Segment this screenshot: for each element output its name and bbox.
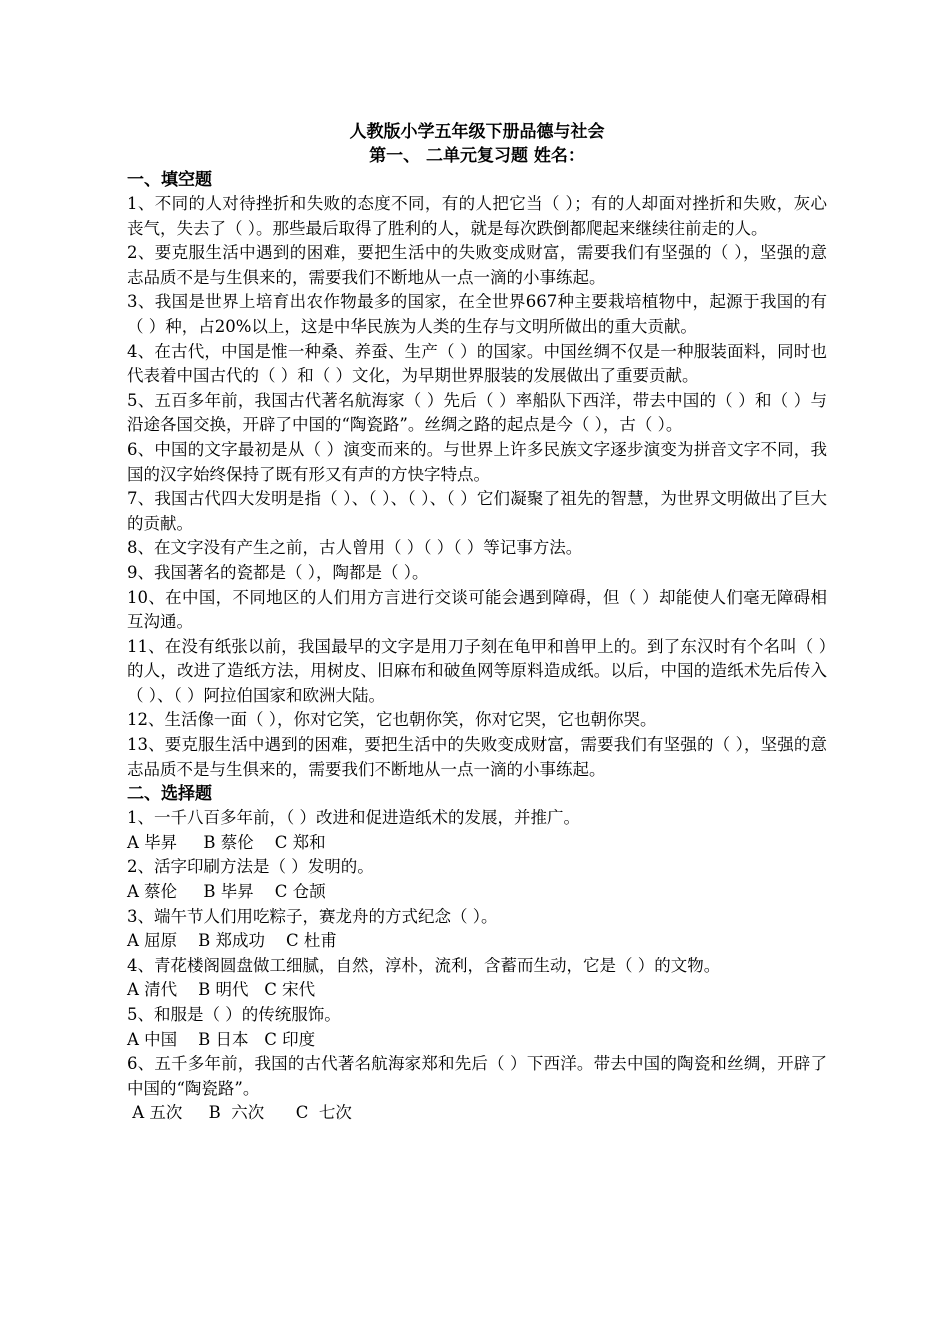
worksheet-page [127,120,827,1126]
fill-question-3: 3、我国是世界上培育出农作物最多的国家，在全世界667种主要栽培植物中，起源于我国的有（ ）种，占20%以上，这是中华民族为人类的生存与文明所做出的重大贡献。 [127,292,827,336]
fill-question-9: 9、我国著名的瓷都是（ ），陶都是（ ）。 [127,562,429,582]
fill-question-5: 5、五百多年前，我国古代著名航海家（ ）先后（ ）率船队下西洋，带去中国的（ ）和（ ）与沿途各国交换，开辟了中国的“陶瓷路”。丝绸之路的起点是今（ ），古（ ）。 [127,390,827,435]
fill-question-2: 2、要克服生活中遇到的困难，要把生活中的失败变成财富，需要我们有坚强的（ ），坚强的意志品质不是与生俱来的，需要我们不断地从一点一滴的小事练起。 [127,243,827,287]
fill-question-11: 11、在没有纸张以前，我国最早的文字是用刀子刻在龟甲和兽甲上的。到了东汉时有个名叫（ ）的人，改进了造纸方法，用树皮、旧麻布和破鱼网等原料造成纸。以后，中国的造纸术先后传入（ ）、（ ）阿拉伯国家和欧洲大陆。 [127,636,827,705]
choice-question-3: 3、端午节人们用吃粽子，赛龙舟的方式纪念（ ）。 [127,906,498,926]
fill-question-6: 6、中国的文字最初是从（ ）演变而来的。与世界上许多民族文字逐步演变为拼音文字不同，我国的汉字始终保持了既有形又有声的方快字特点。 [127,439,827,484]
document-subtitle: 第一、 二单元复习题 姓名： [369,146,585,166]
choice-options-3: A 屈原 B 郑成功 C 杜甫 [127,931,337,951]
fill-question-7: 7、我国古代四大发明是指（ ）、（ ）、（ ）、（ ）它们凝聚了祖先的智慧，为世界文明做出了巨大的贡献。 [127,489,827,533]
choice-options-6: A 五次 B 六次 C 七次 [127,1103,352,1123]
fill-question-1: 1、不同的人对待挫折和失败的态度不同，有的人把它当（ ）；有的人却面对挫折和失败，灰心丧气，失去了（ ）。那些最后取得了胜利的人，就是每次跌倒都爬起来继续往前走的人。 [127,194,827,238]
choice-question-2: 2、活字印刷方法是（ ）发明的。 [127,857,374,877]
fill-question-12: 12、生活像一面（ ），你对它笑，它也朝你笑，你对它哭，它也朝你哭。 [127,710,657,730]
section-heading-choice: 二、选择题 [127,784,212,805]
choice-options-2: A 蔡伦 B 毕昇 C 仓颉 [127,882,326,902]
document-title: 人教版小学五年级下册品德与社会 [349,122,605,142]
choice-question-1: 1、一千八百多年前，（ ）改进和促进造纸术的发展，并推广。 [127,808,580,828]
section-heading-fill-in: 一、填空题 [127,170,212,190]
choice-options-5: A 中国 B 日本 C 印度 [127,1029,316,1049]
choice-question-5: 5、和服是（ ）的传统服饰。 [127,1005,341,1024]
fill-question-10: 10、在中国，不同地区的人们用方言进行交谈可能会遇到障碍，但（ ）却能使人们毫无障碍相互沟通。 [127,587,827,632]
choice-options-1: A 毕昇 B 蔡伦 C 郑和 [127,832,326,852]
fill-question-8: 8、在文字没有产生之前，古人曾用（ ）（ ）（ ）等记事方法。 [127,538,583,558]
fill-question-4: 4、在古代，中国是惟一种桑、养蚕、生产（ ）的国家。中国丝绸不仅是一种服装面料，同时也代表着中国古代的（ ）和（ ）文化，为早期世界服装的发展做出了重要贡献。 [127,341,827,386]
choice-question-4: 4、青花楼阁圆盘做工细腻，自然，淳朴，流利，含蓄而生动，它是（ ）的文物。 [127,955,721,975]
choice-options-4: A 清代 B 明代 C 宋代 [127,980,316,1000]
fill-question-13: 13、要克服生活中遇到的困难，要把生活中的失败变成财富，需要我们有坚强的（ ），坚强的意志品质不是与生俱来的，需要我们不断地从一点一滴的小事练起。 [127,735,827,779]
choice-question-6: 6、五千多年前，我国的古代著名航海家郑和先后（ ）下西洋。带去中国的陶瓷和丝绸，开辟了中国的“陶瓷路”。 [127,1054,827,1098]
